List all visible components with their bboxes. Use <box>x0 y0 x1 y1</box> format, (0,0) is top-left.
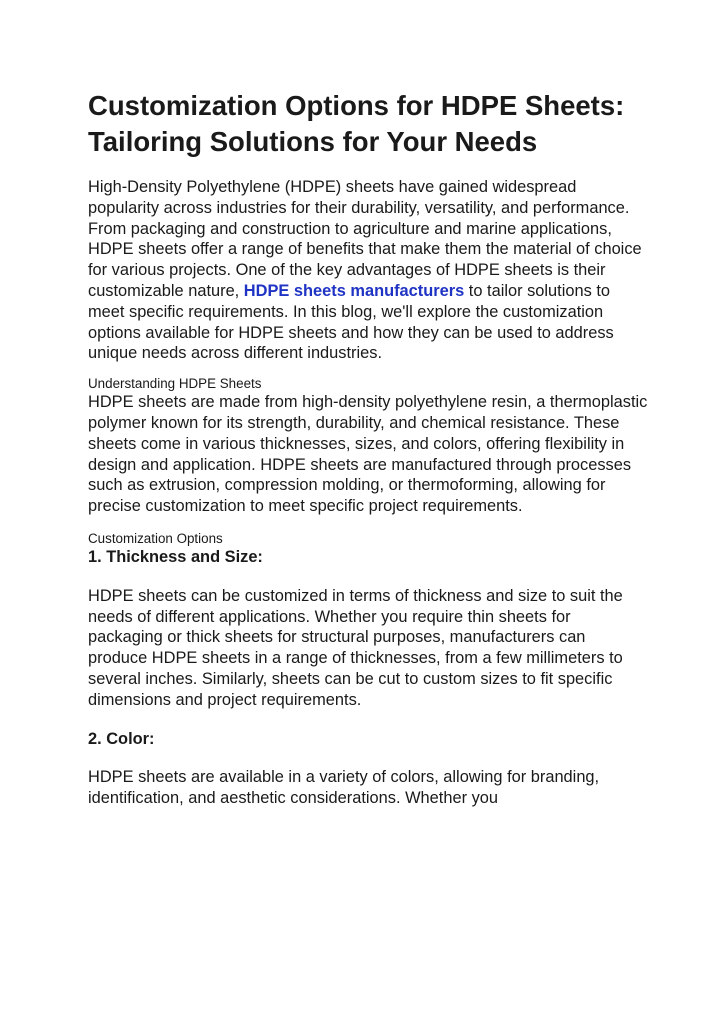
intro-paragraph <box>88 177 648 364</box>
intro-text-before-link: High-Density Polyethylene (HDPE) sheets have gained widespread popularity across industries for their durability, versatility, and performance. From packaging and construction to agriculture and marine applications, HDPE sheets offer a range of benefits that make them the material of choice for various projects. One of the key advantages of HDPE sheets is their customizable nature, <box>88 178 642 300</box>
color-heading: 2. Color: <box>88 729 155 748</box>
color-paragraph: HDPE sheets are available in a variety of colors, allowing for branding, identification, and aesthetic considerations. Whether you <box>88 768 600 808</box>
page-title: Customization Options for HDPE Sheets: Tailoring Solutions for Your Needs <box>88 90 625 157</box>
section-label-understanding: Understanding HDPE Sheets <box>88 376 262 392</box>
understanding-paragraph: HDPE sheets are made from high-density polyethylene resin, a thermoplastic polymer known for its strength, durability, and chemical resistance. These sheets come in various thicknesses, sizes, and colors, offering flexibility in design and application. HDPE sheets are manufactured through processes such as extrusion, compression molding, or thermoforming, allowing for precise customization to meet specific project requirements. <box>88 393 648 516</box>
document-page <box>88 88 648 809</box>
thickness-size-heading: 1. Thickness and Size: <box>88 547 263 566</box>
thickness-size-paragraph: HDPE sheets can be customized in terms of thickness and size to suit the needs of different applications. Whether you require thin sheets for packaging or thick sheets for structural purposes, manufacturers can produce HDPE sheets in a range of thicknesses, from a few millimeters to several inches. Similarly, sheets can be cut to custom sizes to fit specific dimensions and project requirements. <box>88 586 623 709</box>
section-label-customization: Customization Options <box>88 530 223 546</box>
hdpe-manufacturers-link[interactable]: HDPE sheets manufacturers <box>243 281 465 300</box>
intro-text-after-link: to tailor solutions to meet specific requirements. In this blog, we'll explore the customization options available for HDPE sheets and how they can be used to address unique needs across different industries. <box>88 281 614 363</box>
